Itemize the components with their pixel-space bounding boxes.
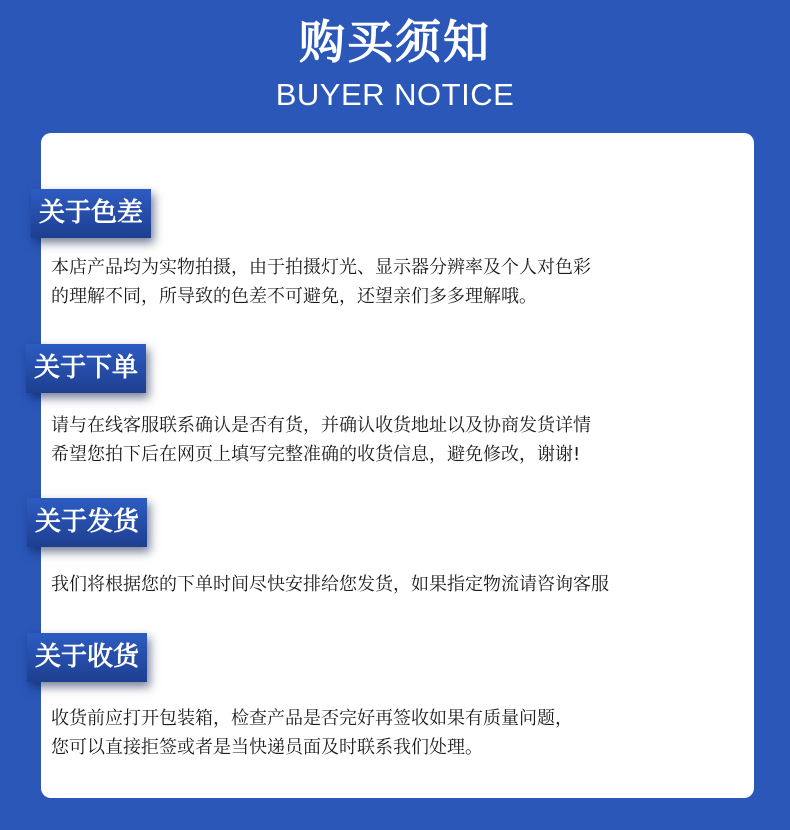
page-header bbox=[0, 0, 790, 130]
section-heading-ordering: 关于下单 bbox=[26, 344, 146, 393]
page-subtitle: BUYER NOTICE bbox=[275, 77, 515, 112]
section-heading-shipping: 关于发货 bbox=[27, 498, 147, 547]
section-text-receiving: 收货前应打开包装箱，检查产品是否完好再签收如果有质量问题， 您可以直接拒签或者是当快递员面及时联系我们处理。 bbox=[51, 708, 573, 758]
section-text-shipping: 我们将根据您的下单时间尽快安排给您发货，如果指定物流请咨询客服 bbox=[51, 574, 609, 595]
section-heading-color-difference: 关于色差 bbox=[31, 189, 151, 238]
section-text-ordering: 请与在线客服联系确认是否有货，并确认收货地址以及协商发货详情 希望您拍下后在网页上填写完整准确的收货信息，避免修改，谢谢! bbox=[51, 415, 591, 465]
page-title: 购买须知 bbox=[299, 15, 491, 69]
section-text-color-difference: 本店产品均为实物拍摄，由于拍摄灯光、显示器分辨率及个人对色彩 的理解不同，所导致的色差不可避免，还望亲们多多理解哦。 bbox=[51, 257, 591, 307]
section-heading-receiving: 关于收货 bbox=[27, 633, 147, 682]
